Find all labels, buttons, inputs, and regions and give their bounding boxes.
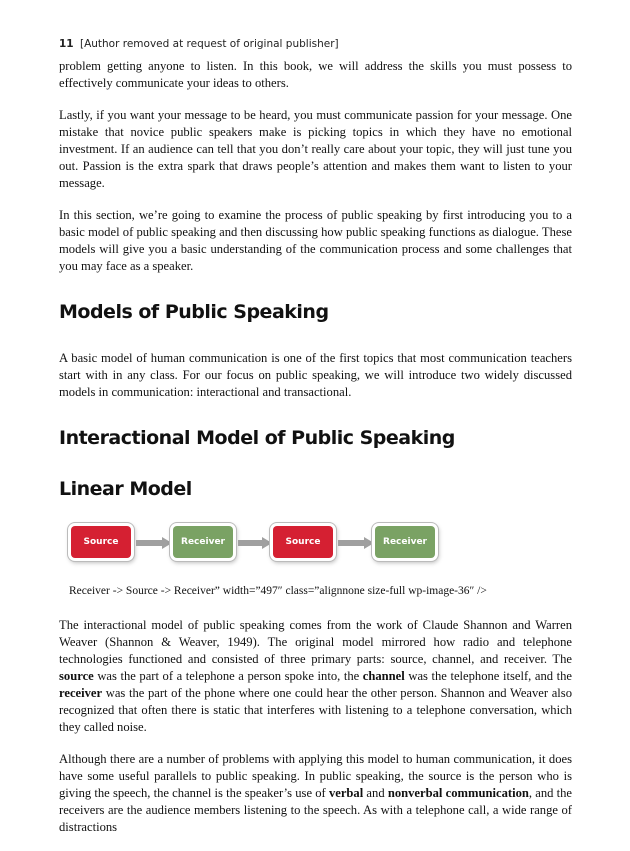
heading-interactional-model: Interactional Model of Public Speaking <box>59 427 455 449</box>
arrow-icon <box>338 537 375 549</box>
paragraph-1: problem getting anyone to listen. In this book, we will address the skills you must possess to effectively communicate your ideas to others. <box>59 59 572 90</box>
term-receiver: receiver <box>59 686 103 700</box>
figure-caption: Receiver -> Source -> Receiver” width=”497″ class=”alignnone size-full wp-image-36″ /> <box>69 585 487 597</box>
arrow-icon <box>136 537 173 549</box>
main-content <box>59 58 572 851</box>
running-head-text: [Author removed at request of original publisher] <box>79 38 339 50</box>
term-channel: channel <box>362 669 405 683</box>
diagram-node-receiver-1: Receiver <box>173 526 233 558</box>
term-verbal: verbal <box>328 786 364 800</box>
paragraph-3: In this section, we’re going to examine the process of public speaking by first introducing you to a basic model of public speaking and then discussing how public speaking functions as dialogue. These models will give you a basic understanding of the communication process and some challenges that you may face as a speaker. <box>59 208 572 273</box>
diagram-node-receiver-2: Receiver <box>375 526 435 558</box>
paragraph-2: Lastly, if you want your message to be heard, you must communicate passion for your message. One mistake that novice public speakers make is picking topics in which they have no emotional investment. If an audience can tell that you don’t really care about your topic, they will just tune you out. Passion is the extra spark that draws people’s attention and makes them want to listen to your message. <box>59 108 572 190</box>
term-nonverbal-communication: nonverbal communication <box>387 786 529 800</box>
running-head <box>59 38 339 50</box>
paragraph-4: A basic model of human communication is one of the first topics that most communication teachers start with in any class. For our focus on public speaking, we will introduce two widely discussed models in communication: interactional and transactional. <box>59 351 572 399</box>
term-source: source <box>59 669 94 683</box>
diagram-node-source-2: Source <box>273 526 333 558</box>
paragraph-6: Although there are a number of problems with applying this model to human communication, it does have some useful parallels to public speaking. In public speaking, the source is the person who is giving the speech, the channel is the speaker’s use of verbal and nonverbal communication, and the receivers are the audience members listening to the speech. As with a telephone call, a wide range of distractions <box>59 752 572 834</box>
paragraph-5: The interactional model of public speaking comes from the work of Claude Shannon and Warren Weaver (Shannon & Weaver, 1949). The original model mirrored how radio and telephone technologies functioned and consisted of three primary parts: source, channel, and receiver. The source was the part of a telephone a person spoke into, the channel was the telephone itself, and the receiver was the part of the phone where one could hear the other person. Shannon and Weaver also recognized that often there is static that interferes with listening to a telephone conversation, which they called noise. <box>59 618 572 734</box>
arrow-icon <box>238 537 273 549</box>
page-number: 11 <box>59 38 74 50</box>
heading-models: Models of Public Speaking <box>59 301 329 323</box>
linear-model-diagram <box>67 526 572 574</box>
heading-linear-model: Linear Model <box>59 478 192 500</box>
diagram-node-source-1: Source <box>71 526 131 558</box>
